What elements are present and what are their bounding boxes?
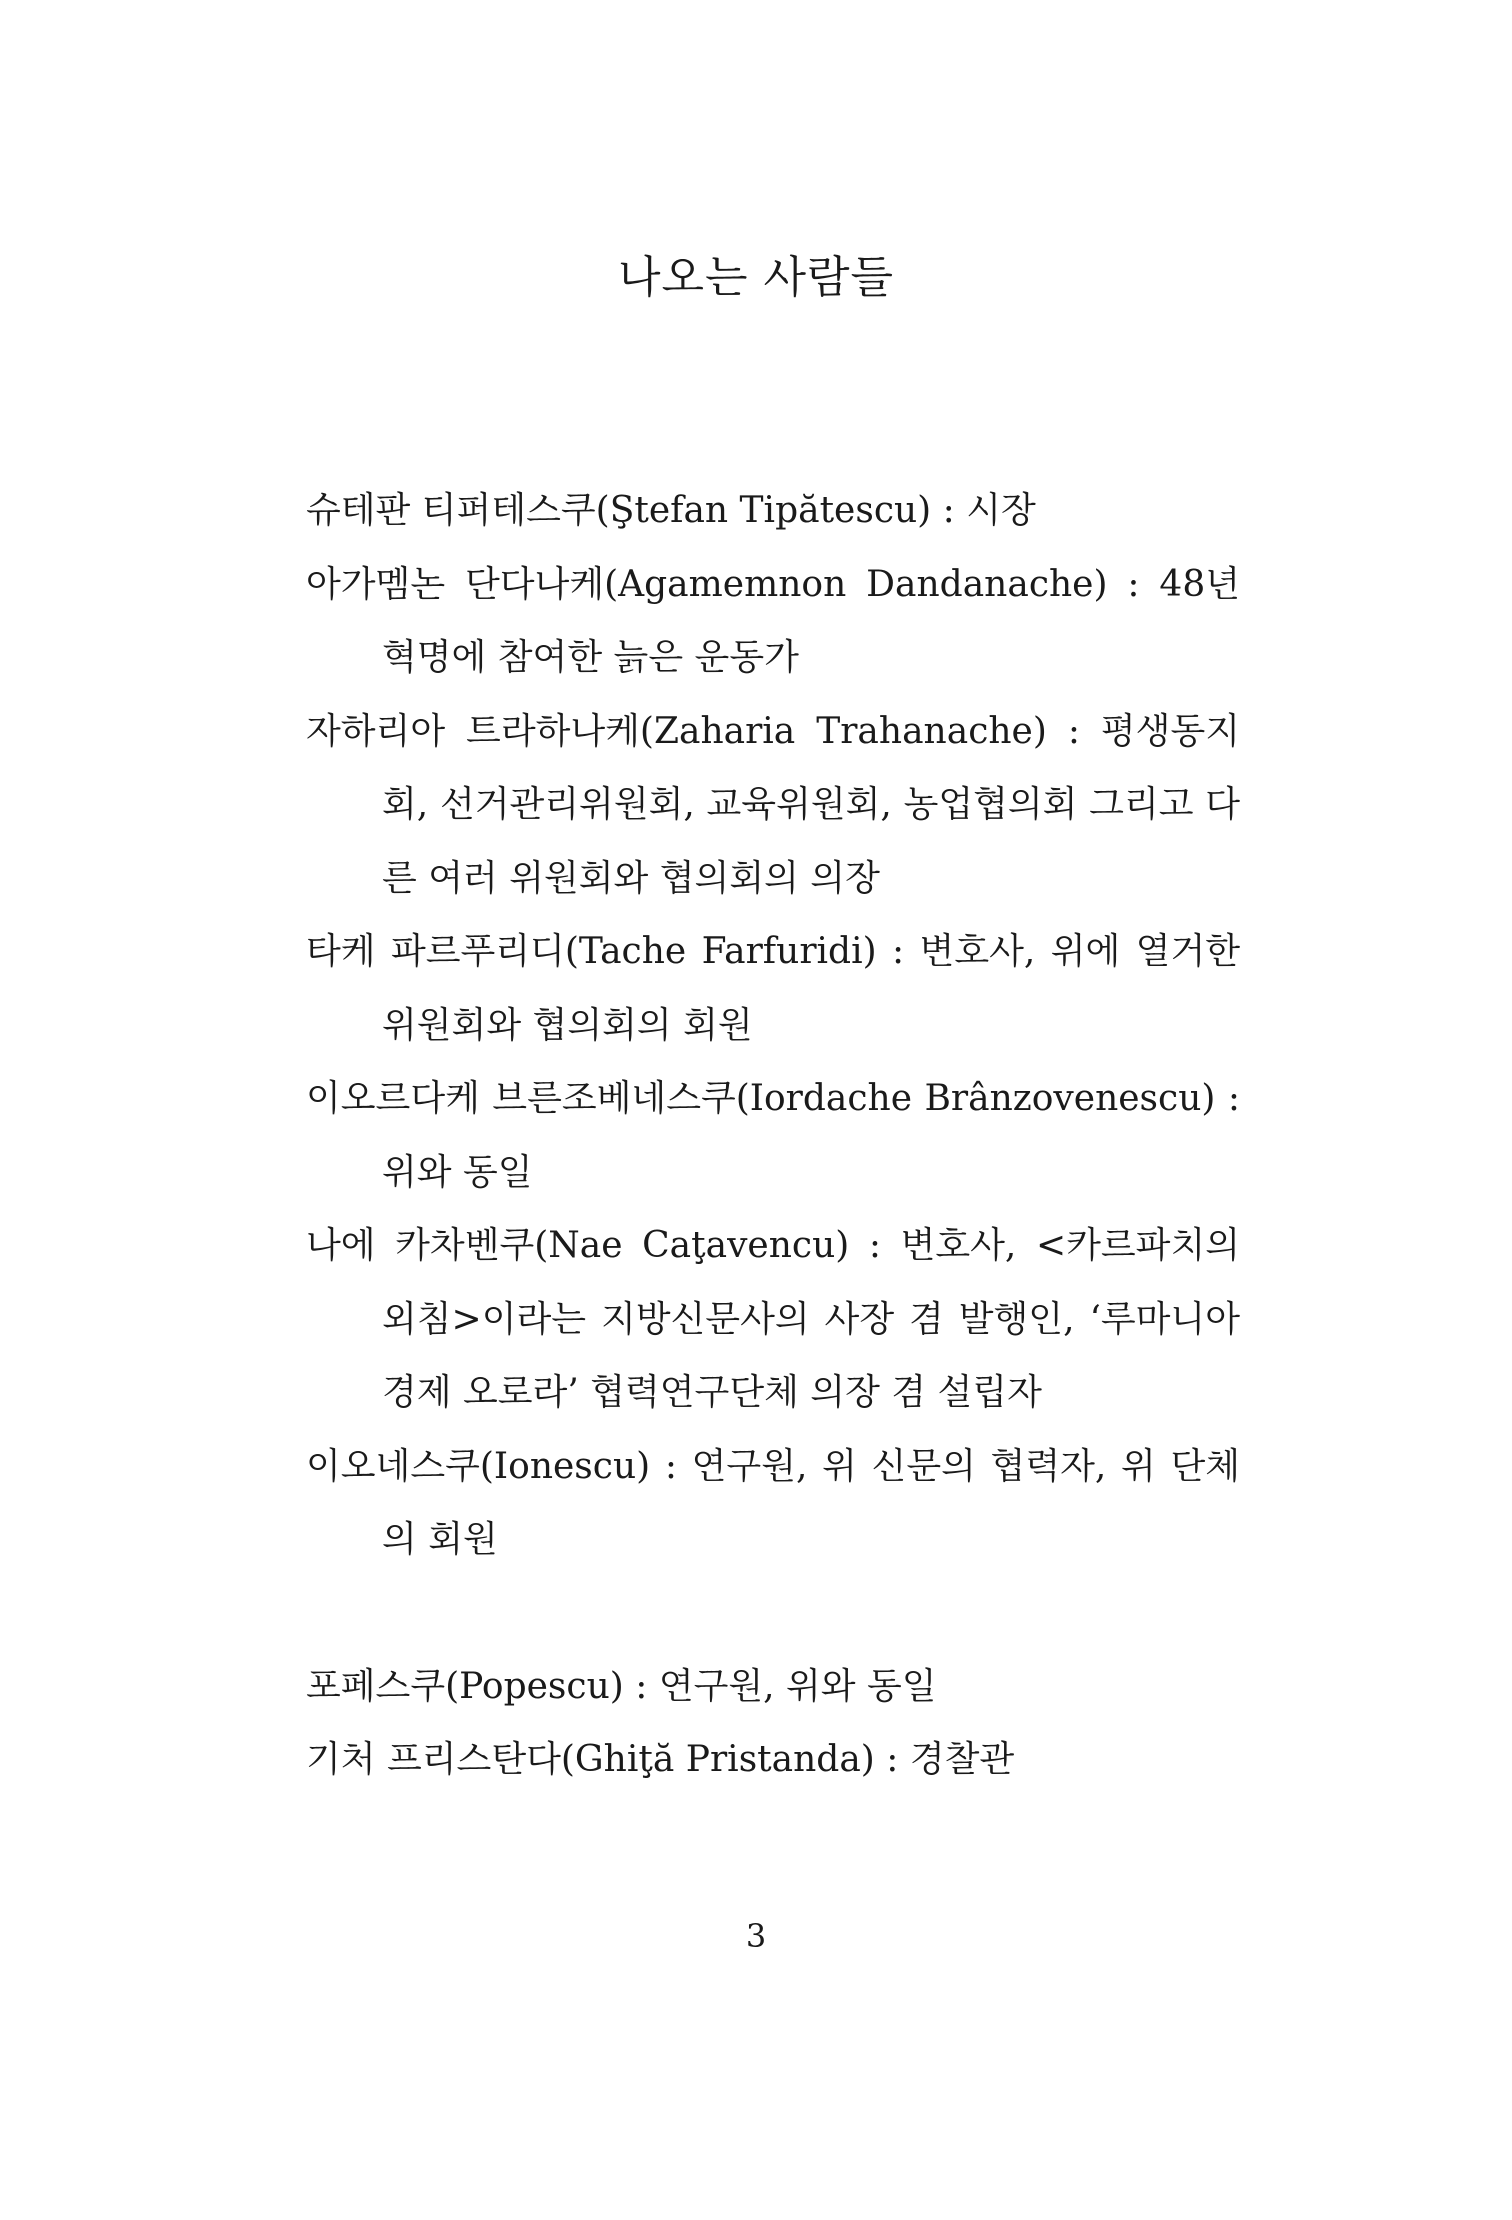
character-entry-popescu: 포페스쿠(Popescu) : 연구원, 위와 동일 <box>306 1665 937 1707</box>
character-entry-branzovenescu: 이오르다케 브른조베네스쿠(Iordache Brânzovenescu) : 위와 동일 <box>306 1078 1240 1193</box>
character-entry-tipatescu: 슈테판 티퍼테스쿠(Ştefan Tipătescu) : 시장 <box>306 490 1036 531</box>
character-entry-pristanda: 기처 프리스탄다(Ghiţă Pristanda) : 경찰관 <box>306 1739 1015 1780</box>
character-entry-dandanache: 아가멤논 단다나케(Agamemnon Dandanache) : 48년 혁명에 참여한 늙은 운동가 <box>306 563 1240 678</box>
page-number: 3 <box>745 1917 767 1955</box>
page-title: 나오는 사람들 <box>617 252 894 303</box>
character-entry-catavencu: 나에 카차벤쿠(Nae Caţavencu) : 변호사, <카르파치의 외침>이라는 지방신문사의 사장 겸 발행인, ‘루마니아 경제 오로라’ 협력연구단체 의장 겸 설립자 <box>306 1225 1240 1413</box>
character-entry-farfuridi: 타케 파르푸리디(Tache Farfuridi) : 변호사, 위에 열거한 위원회와 협의회의 회원 <box>306 931 1240 1046</box>
character-entry-ionescu: 이오네스쿠(Ionescu) : 연구원, 위 신문의 협력자, 위 단체의 회원 <box>306 1445 1240 1560</box>
character-list <box>306 474 1240 1797</box>
character-entry-trahanache: 자하리아 트라하나케(Zaharia Trahanache) : 평생동지회, 선거관리위원회, 교육위원회, 농업협의회 그리고 다른 여러 위원회와 협의회의 의장 <box>306 710 1240 899</box>
